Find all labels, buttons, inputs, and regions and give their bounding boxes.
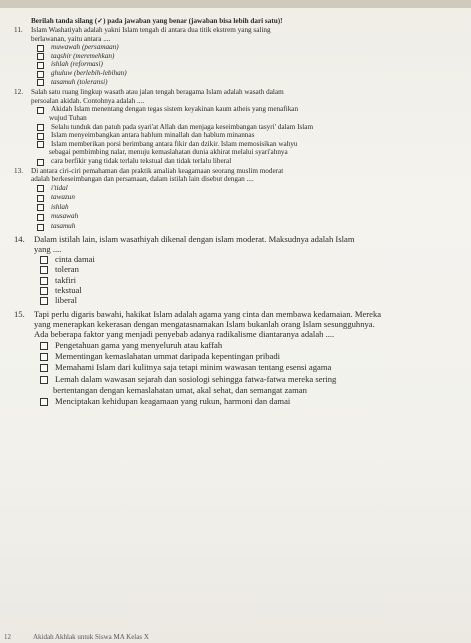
checkbox[interactable] xyxy=(40,287,48,295)
option-label: Islam menyeimbangkan antara hablum minallah dan hablum minannas xyxy=(51,131,255,140)
option[interactable] xyxy=(40,396,457,407)
question-text: Di antara ciri-ciri pemahaman dan praktik amaliah keagamaan seorang muslim moderat xyxy=(31,166,284,175)
question-number: 14. xyxy=(14,233,25,244)
option[interactable] xyxy=(37,69,457,78)
option[interactable] xyxy=(40,362,457,373)
question-11 xyxy=(14,26,457,35)
option[interactable] xyxy=(37,43,457,52)
checkbox[interactable] xyxy=(37,124,44,131)
option-label: Selalu tunduk dan patuh pada syari'at Allah dan menjaga keseimbangan tasyri' dalam Islam xyxy=(51,122,314,131)
question-15 xyxy=(14,309,457,319)
option-label: Pengetahuan gama yang menyeluruh atau kaffah xyxy=(55,339,223,350)
option-label-cont: wujud Tuhan xyxy=(49,113,87,122)
option-label: tekstual xyxy=(55,284,82,295)
checkbox[interactable] xyxy=(40,342,48,350)
question-text: Dalam istilah lain, islam wasathiyah dikenal dengan islam moderat. Maksudnya adalah Islam xyxy=(34,233,355,244)
option-label: cinta damai xyxy=(55,254,95,265)
checkbox[interactable] xyxy=(37,204,44,211)
checkbox[interactable] xyxy=(37,133,44,140)
question-number: 15. xyxy=(14,308,25,319)
option[interactable] xyxy=(37,131,457,140)
checkbox[interactable] xyxy=(40,398,48,406)
question-14 xyxy=(14,234,457,244)
option-label: tawazun xyxy=(51,193,75,202)
option[interactable] xyxy=(37,140,457,149)
option-label: Memahami Islam dari kulitnya saja tetapi minim wawasan tentang esensi agama xyxy=(55,362,332,373)
checkbox[interactable] xyxy=(37,195,44,202)
question-number: 13. xyxy=(14,166,23,175)
question-text-cont: Ada beberapa faktor yang menjadi penyebab adanya radikalisme diantaranya adalah .... xyxy=(34,329,335,340)
checkbox[interactable] xyxy=(37,159,44,166)
option-label: Islam memberikan porsi berimbang antara fikir dan dzikir. Islam memosisikan wahyu xyxy=(51,139,298,148)
checkbox[interactable] xyxy=(40,376,48,384)
option-label: Mementingan kemaslahatan ummat daripada kepentingan pribadi xyxy=(55,351,281,362)
option-label: toleran xyxy=(55,264,79,275)
checkbox[interactable] xyxy=(40,277,48,285)
question-12 xyxy=(14,88,457,97)
option-label: Akidah Islam menentang dengan tegas sistem keyakinan kaum atheis yang menafikan xyxy=(51,105,299,114)
option-label: taqshir (meremehkan) xyxy=(51,51,115,60)
option[interactable] xyxy=(37,222,457,232)
checkbox[interactable] xyxy=(40,256,48,264)
option[interactable] xyxy=(40,351,457,362)
question-13 xyxy=(14,167,457,176)
option-label: muwawah (persamaan) xyxy=(51,43,119,52)
checkbox[interactable] xyxy=(37,71,44,78)
option[interactable] xyxy=(37,123,457,132)
question-text: Islam Washatiyah adalah yakni Islam tengah di antara dua titik ekstrem yang saling xyxy=(31,26,271,34)
checkbox[interactable] xyxy=(37,214,44,221)
option-label: ishlah (reformasi) xyxy=(51,60,103,69)
option-label: musawah xyxy=(51,212,79,221)
question-text-cont: persoalan akidah. Contohnya adalah .... xyxy=(31,96,145,105)
checkbox[interactable] xyxy=(37,62,44,69)
question-text-cont: yang .... xyxy=(34,243,62,254)
question-number: 11. xyxy=(14,26,23,34)
option[interactable] xyxy=(37,60,457,69)
option[interactable] xyxy=(37,78,457,87)
checkbox[interactable] xyxy=(40,364,48,372)
option-label: i'tidal xyxy=(51,183,68,192)
option-label: tasamuh xyxy=(51,222,76,231)
option-label-cont: sebagai pembimbing nalar, menuju kemaslahatan dunia akhirat melalui syari'ahnya xyxy=(49,148,288,157)
option[interactable] xyxy=(37,52,457,61)
checkbox[interactable] xyxy=(40,353,48,361)
top-band xyxy=(0,0,471,8)
option[interactable] xyxy=(40,275,457,285)
option-label: liberal xyxy=(55,295,77,306)
option[interactable] xyxy=(40,285,457,295)
checkbox[interactable] xyxy=(40,266,48,274)
checkbox[interactable] xyxy=(37,79,44,86)
option-label: takfiri xyxy=(55,274,76,285)
question-number: 12. xyxy=(14,88,23,97)
question-text: Tapi perlu digaris bawahi, hakikat Islam adalah agama yang cinta dan membawa kedamaian. Mereka xyxy=(34,308,382,319)
question-text-cont: yang menerapkan kekerasan dengan mengatasnamakan Islam bukanlah orang Islam sesungguhnya. xyxy=(34,318,375,329)
option[interactable] xyxy=(37,184,457,194)
checkbox[interactable] xyxy=(37,224,44,231)
instruction: Berilah tanda silang (✓) pada jawaban yang benar (jawaban bisa lebih dari satu)! xyxy=(31,17,283,25)
checkbox[interactable] xyxy=(37,141,44,148)
option[interactable] xyxy=(40,254,457,264)
option-label: ghuluw (berlebih-lebihan) xyxy=(51,68,127,77)
question-text-cont: adalah berkeseimbangan dan persamaan, dalam istilah lain disebut dengan .... xyxy=(31,175,254,184)
option[interactable] xyxy=(37,105,457,114)
checkbox[interactable] xyxy=(37,53,44,60)
option-label: Lemah dalam wawasan sejarah dan sosiologi sehingga fatwa-fatwa mereka sering xyxy=(55,373,337,384)
option[interactable] xyxy=(40,264,457,274)
page-footer xyxy=(4,633,149,641)
option[interactable] xyxy=(40,374,457,385)
option[interactable] xyxy=(40,340,457,351)
question-text: Salah satu ruang lingkup wasath atau jalan tengah beragama Islam adalah wasath dalam xyxy=(31,88,284,97)
page-number: 12 xyxy=(4,633,11,641)
option[interactable] xyxy=(37,193,457,203)
option[interactable] xyxy=(37,212,457,222)
checkbox[interactable] xyxy=(37,107,44,114)
option[interactable] xyxy=(37,157,457,166)
book-title: Akidah Akhlak untuk Siswa MA Kelas X xyxy=(33,633,149,641)
option-label-cont: bertentangan dengan kemaslahatan umat, akal sehat, dan semangat zaman xyxy=(53,384,307,395)
option[interactable] xyxy=(37,203,457,213)
option[interactable] xyxy=(40,295,457,305)
option-label: tasamuh (toleransi) xyxy=(51,77,108,86)
checkbox[interactable] xyxy=(37,45,44,52)
checkbox[interactable] xyxy=(40,297,48,305)
checkbox[interactable] xyxy=(37,185,44,192)
question-text-cont: berlawanan, yaitu antara .... xyxy=(31,34,111,43)
option-label: cara berfikir yang tidak terlalu tekstual dan tidak terlalu liberal xyxy=(51,156,232,165)
option-label: ishlah xyxy=(51,202,69,211)
option-label: Menciptakan kehidupan keagamaan yang rukun, harmoni dan damai xyxy=(55,395,291,406)
